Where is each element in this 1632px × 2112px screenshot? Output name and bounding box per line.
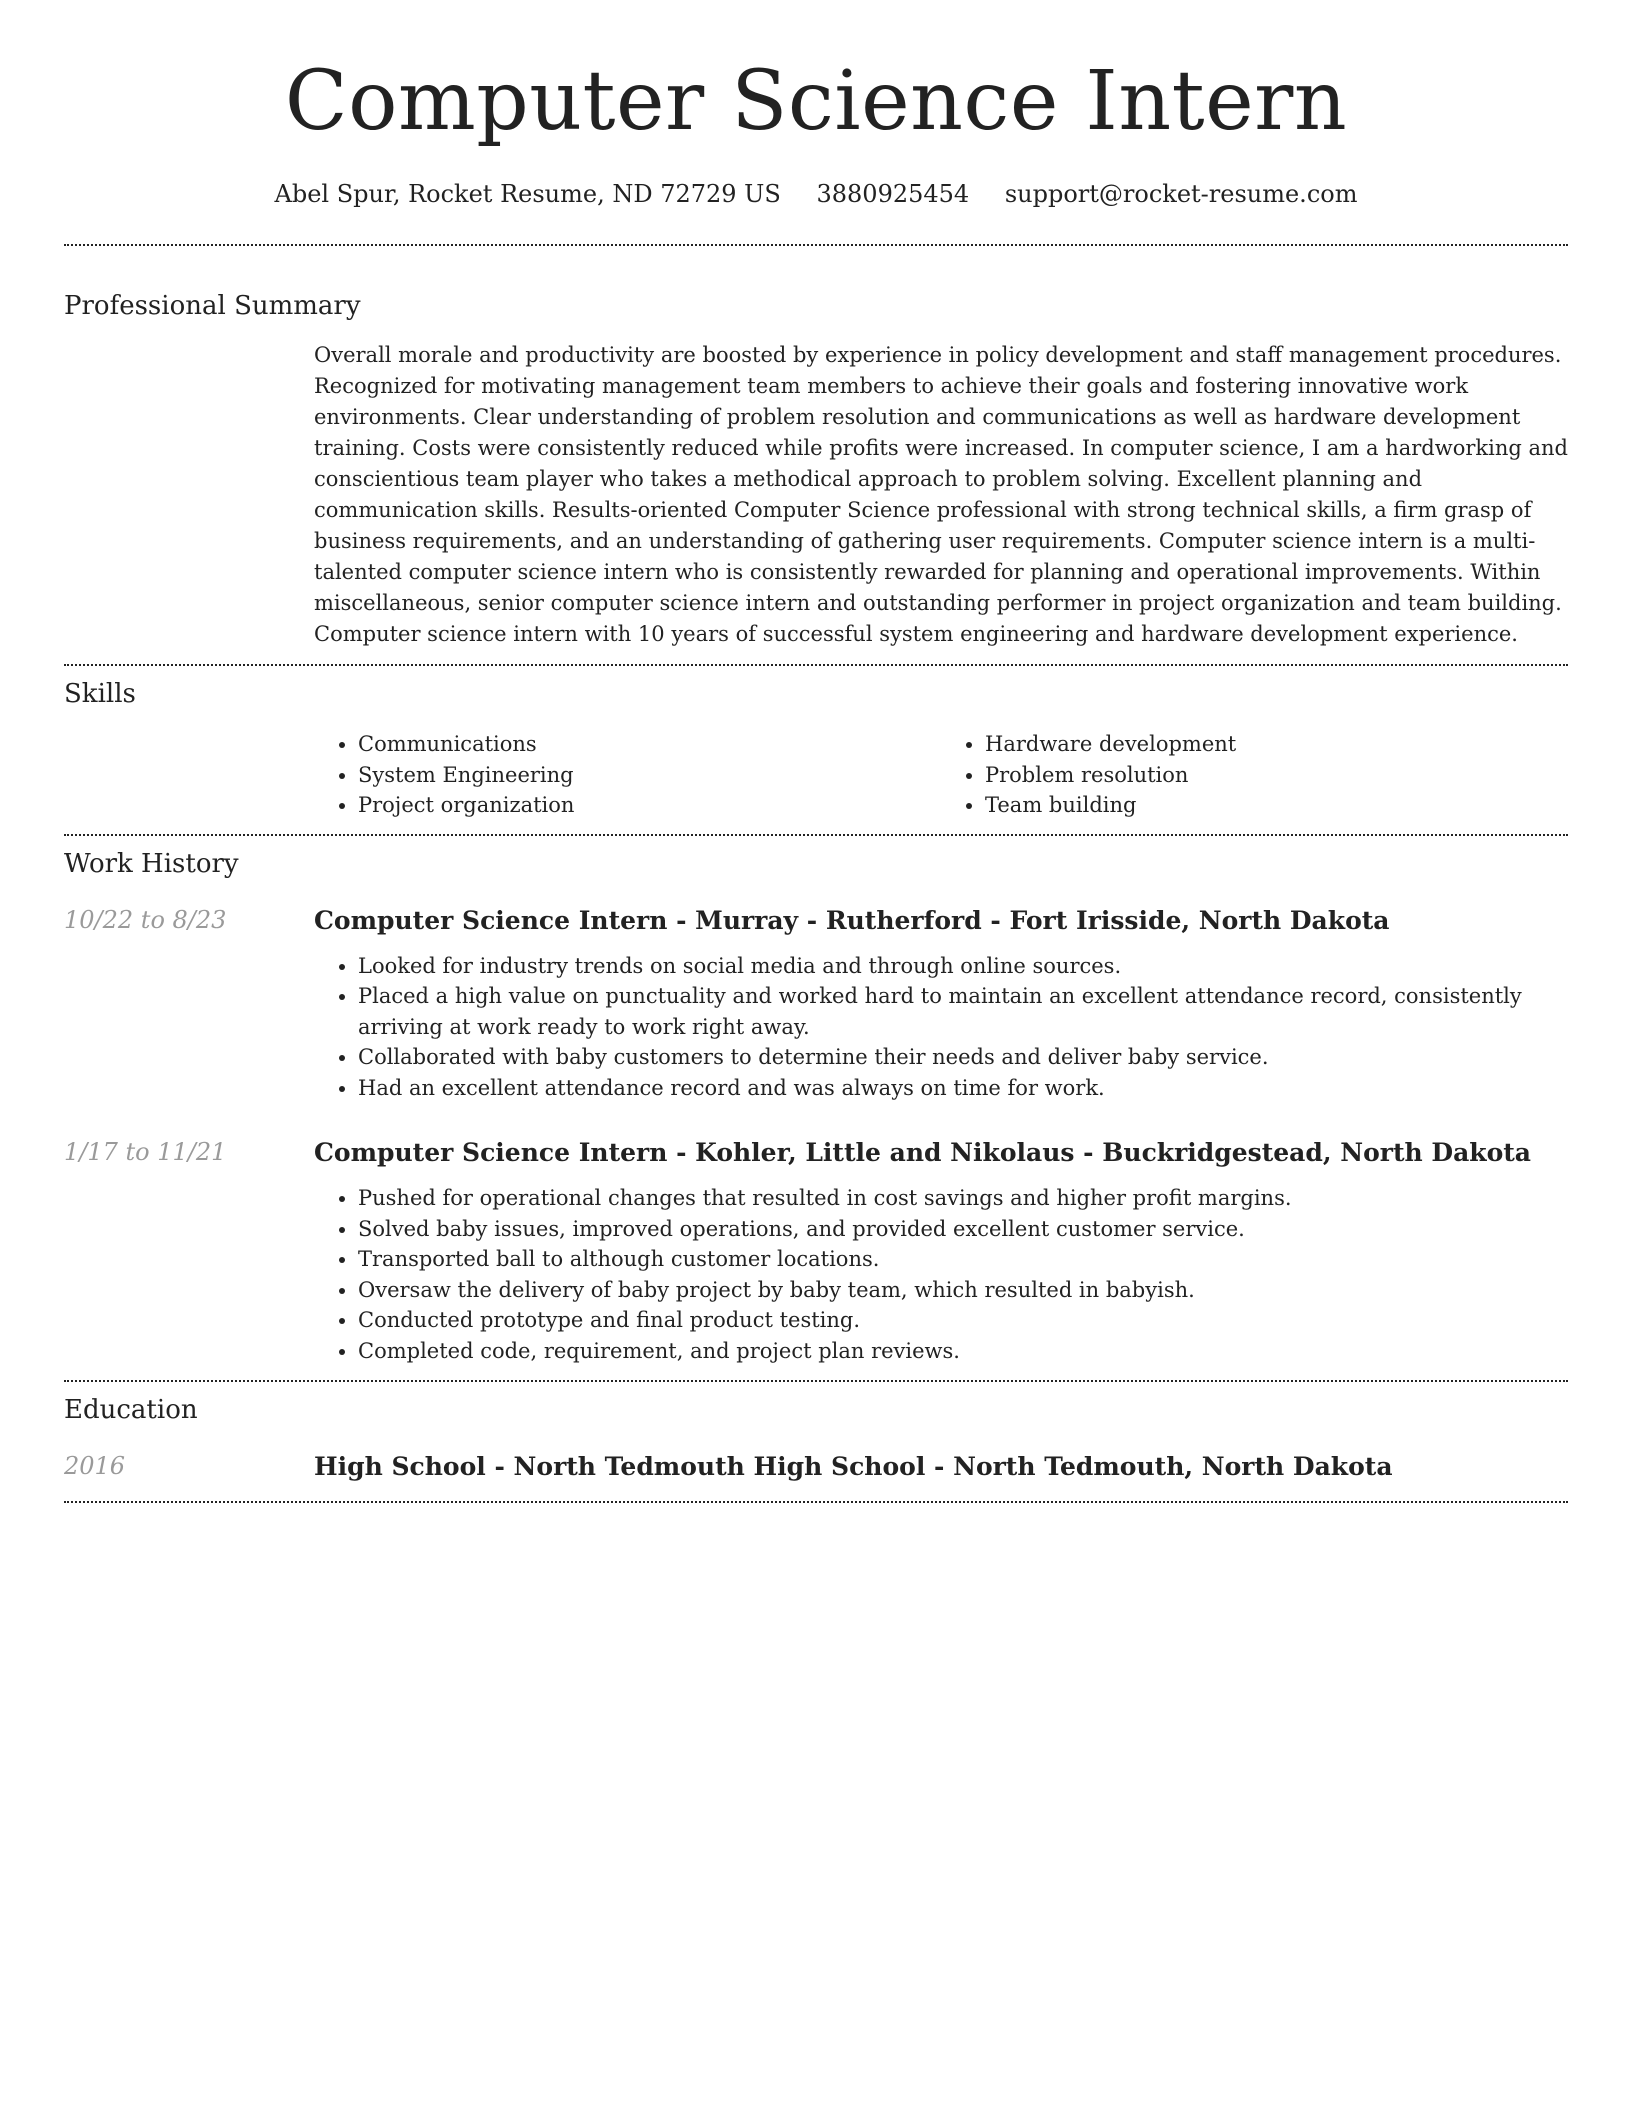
section-title-education: Education — [64, 1395, 198, 1425]
contact-phone: 3880925454 — [816, 180, 970, 208]
divider — [64, 244, 1568, 246]
job-bullet: • Had an excellent attendance record and was always on time for work. — [358, 1073, 1568, 1104]
job-bullet: • Solved baby issues, improved operations, and provided excellent customer service. — [358, 1214, 1568, 1245]
job-bullet: • Collaborated with baby customers to determine their needs and deliver baby service. — [358, 1042, 1568, 1073]
skill-item: • Project organization — [358, 790, 941, 821]
divider — [64, 664, 1568, 666]
contact-line — [64, 178, 1568, 210]
divider — [64, 1501, 1568, 1503]
job-heading: Computer Science Intern - Murray - Rutherford - Fort Irisside, North Dakota — [314, 905, 1390, 935]
summary-row — [64, 340, 1568, 650]
education-date: 2016 — [64, 1452, 126, 1480]
summary-body — [314, 340, 1568, 650]
skill-item: • Communications — [358, 729, 941, 760]
skill-item: • System Engineering — [358, 760, 941, 791]
education-section — [64, 1393, 1568, 1484]
job-details — [314, 904, 1568, 1104]
resume-header — [64, 0, 1568, 210]
job-entry — [64, 1136, 1568, 1366]
job-details — [314, 1136, 1568, 1366]
section-title-summary: Professional Summary — [64, 291, 361, 321]
summary-left-spacer — [64, 340, 314, 650]
skills-list-right — [941, 729, 1568, 821]
job-bullet: • Looked for industry trends on social media and through online sources. — [358, 951, 1568, 982]
divider — [64, 1380, 1568, 1382]
job-bullet: • Transported ball to although customer locations. — [358, 1244, 1568, 1275]
summary-section — [64, 289, 1568, 650]
job-dates: 1/17 to 11/21 — [64, 1138, 227, 1166]
skill-item: • Hardware development — [985, 729, 1568, 760]
job-bullets — [314, 1183, 1568, 1366]
education-entry — [64, 1450, 1568, 1484]
job-bullets — [314, 951, 1568, 1104]
education-details — [314, 1450, 1568, 1484]
job-bullet: • Oversaw the delivery of baby project by baby team, which resulted in babyish. — [358, 1275, 1568, 1306]
education-heading: High School - North Tedmouth High School - North Tedmouth, North Dakota — [314, 1452, 1393, 1481]
job-entry — [64, 904, 1568, 1104]
summary-text: Overall morale and productivity are boosted by experience in policy development and staff management procedures. Recognized for motivating management team members to achieve their goals and fostering innovative work environments. Clear understanding of problem resolution and communications as well as hardware development training. Costs were consistently reduced while profits were increased. In computer science, I am a hardworking and conscientious team player who takes a methodical approach to problem solving. Excellent planning and communication skills. Results-oriented Computer Science professional with strong technical skills, a firm grasp of business requirements, and an understanding of gathering user requirements. Computer science intern is a multi-talented computer science intern who is consistently rewarded for planning and operational improvements. Within miscellaneous, senior computer science intern and outstanding performer in project organization and team building. Computer science intern with 10 years of successful system engineering and hardware development experience. — [314, 343, 1568, 646]
skills-list-left — [314, 729, 941, 821]
job-dates: 10/22 to 8/23 — [64, 905, 227, 934]
section-title-skills: Skills — [64, 679, 136, 709]
job-bullet: • Placed a high value on punctuality and worked hard to maintain an excellent attendance record, consistently arriving at work ready to work right away. — [358, 981, 1568, 1042]
job-heading: Computer Science Intern - Kohler, Little and Nikolaus - Buckridgestead, North Dakota — [314, 1138, 1532, 1167]
skills-left-spacer — [64, 729, 314, 821]
job-bullet: • Conducted prototype and final product testing. — [358, 1305, 1568, 1336]
skills-row — [64, 729, 1568, 821]
divider — [64, 834, 1568, 836]
contact-address: Abel Spur, Rocket Resume, ND 72729 US — [274, 180, 781, 208]
contact-email: support@rocket-resume.com — [1004, 180, 1358, 208]
skills-section — [64, 677, 1568, 821]
skill-item: • Problem resolution — [985, 760, 1568, 791]
skill-item: • Team building — [985, 790, 1568, 821]
job-bullet: • Completed code, requirement, and project plan reviews. — [358, 1336, 1568, 1367]
skills-grid — [314, 729, 1568, 821]
job-bullet: • Pushed for operational changes that resulted in cost savings and higher profit margins. — [358, 1183, 1568, 1214]
resume-name: Computer Science Intern — [284, 54, 1348, 149]
work-section — [64, 847, 1568, 1367]
section-title-work: Work History — [64, 848, 239, 879]
